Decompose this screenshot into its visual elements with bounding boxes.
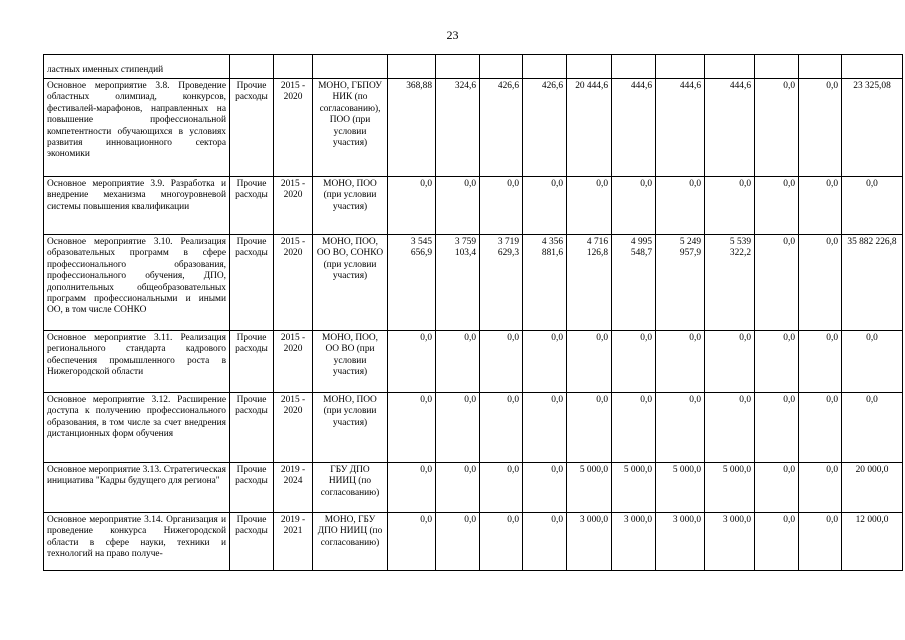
table-row-continued [44, 55, 903, 79]
funding-value: 35 882 226,8 [842, 235, 903, 331]
funding-value: 5 000,0 [567, 463, 612, 513]
implementation-years: 2015 - 2020 [274, 235, 313, 331]
funding-value: 0,0 [755, 235, 799, 331]
funding-value: 444,6 [656, 79, 705, 177]
measure-name: Основное мероприятие 3.12. Расширение доступа к получению профессионального образования, в том числе за счет внедрения дистанционных форм обучения [44, 393, 230, 463]
funding-value: 0,0 [523, 463, 567, 513]
table-row [44, 235, 903, 331]
funding-value: 444,6 [705, 79, 755, 177]
funding-value: 0,0 [523, 331, 567, 393]
table-row [44, 393, 903, 463]
measure-name: Основное мероприятие 3.8. Проведение областных олимпиад, конкурсов, фестивалей-марафонов, направленных на повышение профессиональной компетентности обучающихся в условиях развития инновационного сектора экономики [44, 79, 230, 177]
page-number: 23 [446, 28, 459, 42]
implementation-years: 2015 - 2020 [274, 393, 313, 463]
measure-name-continued: ластных именных стипендий [44, 55, 230, 79]
table-row [44, 513, 903, 571]
expense-type: Прочие расходы [230, 513, 274, 571]
implementation-years: 2015 - 2020 [274, 177, 313, 235]
funding-value: 324,6 [436, 79, 480, 177]
funding-value: 20 000,0 [842, 463, 903, 513]
funding-value: 0,0 [799, 513, 842, 571]
funding-value: 0,0 [523, 393, 567, 463]
expense-type: Прочие расходы [230, 79, 274, 177]
expense-type: Прочие расходы [230, 331, 274, 393]
funding-value: 5 000,0 [705, 463, 755, 513]
implementation-years: 2019 - 2021 [274, 513, 313, 571]
funding-value: 0,0 [755, 513, 799, 571]
funding-value: 0,0 [388, 331, 436, 393]
funding-value: 0,0 [480, 331, 523, 393]
funding-value: 3 759 103,4 [436, 235, 480, 331]
funding-value: 0,0 [388, 513, 436, 571]
funding-value: 0,0 [799, 79, 842, 177]
funding-value: 3 000,0 [656, 513, 705, 571]
measure-name: Основное мероприятие 3.14. Организация и проведение конкурса Нижегородской области в сфере науки, техники и технологий на право получе- [44, 513, 230, 571]
funding-value: 0,0 [480, 463, 523, 513]
executor: МОНО, ГБПОУ НИК (по согласованию), ПОО (при условии участия) [313, 79, 388, 177]
funding-value: 0,0 [799, 463, 842, 513]
funding-value: 0,0 [388, 177, 436, 235]
funding-value: 0,0 [612, 393, 656, 463]
funding-value: 20 444,6 [567, 79, 612, 177]
funding-value: 0,0 [436, 463, 480, 513]
funding-value: 0,0 [799, 235, 842, 331]
funding-value: 0,0 [480, 177, 523, 235]
funding-value: 0,0 [799, 177, 842, 235]
funding-value: 0,0 [842, 393, 903, 463]
implementation-years: 2015 - 2020 [274, 79, 313, 177]
measure-name: Основное мероприятие 3.9. Разработка и внедрение механизма многоуровневой системы повышения квалификации [44, 177, 230, 235]
funding-value: 0,0 [755, 177, 799, 235]
funding-value: 3 000,0 [612, 513, 656, 571]
funding-value: 4 356 881,6 [523, 235, 567, 331]
funding-value: 444,6 [612, 79, 656, 177]
funding-value: 0,0 [656, 177, 705, 235]
funding-value: 0,0 [567, 331, 612, 393]
executor: ГБУ ДПО НИИЦ (по согласованию) [313, 463, 388, 513]
budget-table [43, 54, 903, 571]
funding-value: 5 000,0 [612, 463, 656, 513]
executor: МОНО, ПОО (при условии участия) [313, 177, 388, 235]
funding-value: 12 000,0 [842, 513, 903, 571]
funding-value: 426,6 [480, 79, 523, 177]
executor: МОНО, ПОО, ОО ВО, СОНКО (при условии участия) [313, 235, 388, 331]
funding-value: 0,0 [842, 331, 903, 393]
implementation-years: 2015 - 2020 [274, 331, 313, 393]
expense-type: Прочие расходы [230, 463, 274, 513]
funding-value: 0,0 [436, 513, 480, 571]
implementation-years: 2019 - 2024 [274, 463, 313, 513]
executor: МОНО, ПОО (при условии участия) [313, 393, 388, 463]
funding-value: 0,0 [755, 393, 799, 463]
expense-type: Прочие расходы [230, 177, 274, 235]
funding-value: 0,0 [480, 393, 523, 463]
table-row [44, 463, 903, 513]
funding-value: 0,0 [656, 331, 705, 393]
funding-value: 0,0 [388, 393, 436, 463]
funding-value: 0,0 [656, 393, 705, 463]
funding-value: 368,88 [388, 79, 436, 177]
funding-value: 0,0 [705, 393, 755, 463]
funding-value: 0,0 [436, 331, 480, 393]
measure-name: Основное мероприятие 3.10. Реализация образовательных программ в сфере профессионального образования, профессионального обучения, ДПО, дополнительных общеобразовательных программ профессиональными и иными ОО, в том числе СОНКО [44, 235, 230, 331]
funding-value: 3 000,0 [567, 513, 612, 571]
funding-value: 5 539 322,2 [705, 235, 755, 331]
funding-value: 3 719 629,3 [480, 235, 523, 331]
table-row [44, 79, 903, 177]
funding-value: 0,0 [480, 513, 523, 571]
funding-value: 5 000,0 [656, 463, 705, 513]
executor: МОНО, ПОО, ОО ВО (при условии участия) [313, 331, 388, 393]
measure-name: Основное мероприятие 3.11. Реализация регионального стандарта кадрового обеспечения промышленного роста в Нижегородской области [44, 331, 230, 393]
funding-value: 4 995 548,7 [612, 235, 656, 331]
funding-value: 0,0 [388, 463, 436, 513]
measure-name: Основное мероприятие 3.13. Стратегическая инициатива "Кадры будущего для региона" [44, 463, 230, 513]
funding-value: 0,0 [612, 177, 656, 235]
funding-value: 0,0 [612, 331, 656, 393]
funding-value: 0,0 [705, 177, 755, 235]
funding-value: 426,6 [523, 79, 567, 177]
funding-value: 0,0 [523, 513, 567, 571]
funding-value: 0,0 [755, 79, 799, 177]
funding-value: 0,0 [799, 393, 842, 463]
funding-value: 0,0 [523, 177, 567, 235]
funding-value: 0,0 [799, 331, 842, 393]
funding-value: 0,0 [436, 177, 480, 235]
funding-value: 0,0 [705, 331, 755, 393]
funding-value: 0,0 [755, 331, 799, 393]
expense-type: Прочие расходы [230, 393, 274, 463]
funding-value: 5 249 957,9 [656, 235, 705, 331]
executor: МОНО, ГБУ ДПО НИИЦ (по согласованию) [313, 513, 388, 571]
funding-value: 4 716 126,8 [567, 235, 612, 331]
funding-value: 0,0 [436, 393, 480, 463]
table-row [44, 177, 903, 235]
funding-value: 23 325,08 [842, 79, 903, 177]
table-row [44, 331, 903, 393]
funding-value: 3 000,0 [705, 513, 755, 571]
funding-value: 0,0 [567, 177, 612, 235]
funding-value: 0,0 [567, 393, 612, 463]
funding-value: 0,0 [842, 177, 903, 235]
funding-value: 3 545 656,9 [388, 235, 436, 331]
expense-type: Прочие расходы [230, 235, 274, 331]
funding-value: 0,0 [755, 463, 799, 513]
